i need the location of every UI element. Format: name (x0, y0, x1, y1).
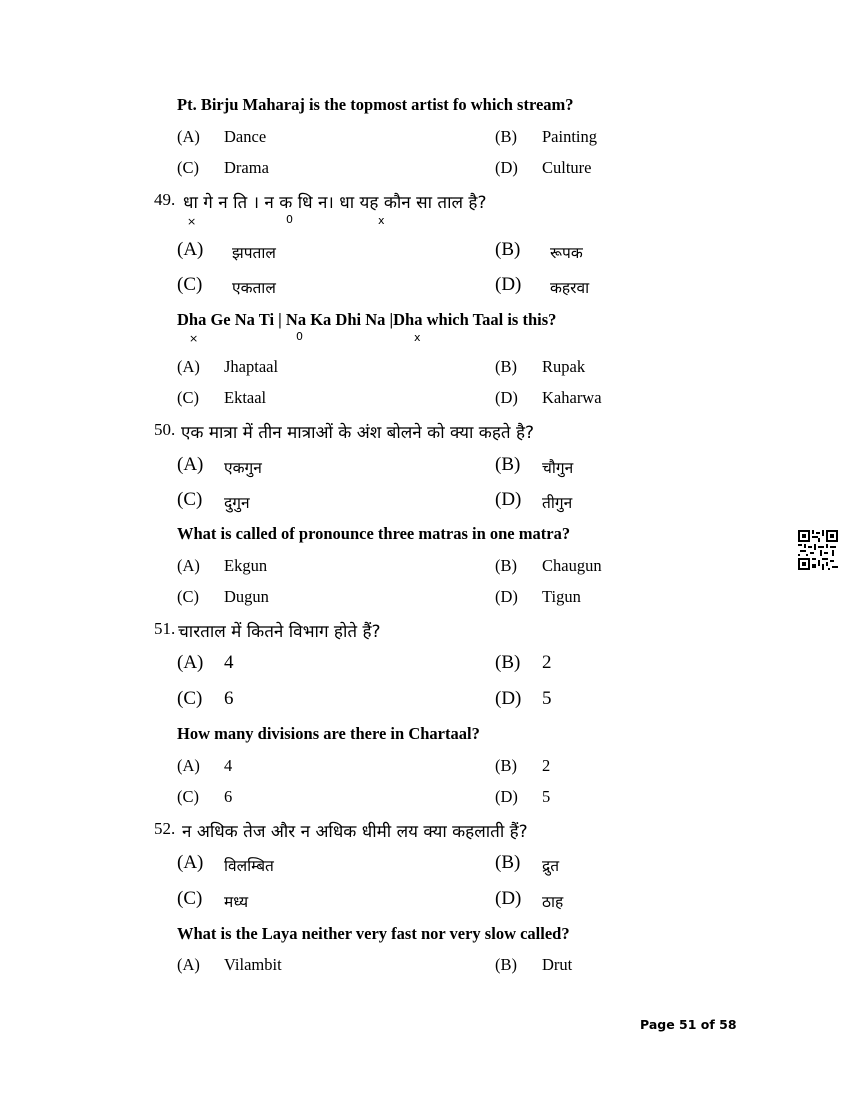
q51-en-opt-b-text: 2 (542, 756, 551, 775)
q51-hi-opt-b-text: 2 (542, 652, 552, 673)
q52-number: 52. (154, 819, 176, 838)
q50-en-opt-a-text: Ekgun (224, 556, 268, 575)
q51-hi-opt-a-label: (A) (177, 652, 204, 673)
q50-hi-opt-c-label: (C) (177, 489, 203, 510)
q49-mark-en-1: × (189, 332, 199, 345)
q49-mark-en-2: 0 (296, 330, 303, 343)
q49-mark-hi-2: 0 (286, 213, 293, 226)
q51-en-opt-b-label: (B) (495, 756, 517, 775)
q48-opt-b-text: Painting (542, 127, 598, 146)
q50-en-opt-b-text: Chaugun (542, 556, 602, 575)
q51-hi-opt-d-label: (D) (495, 688, 522, 709)
q51-question-en: How many divisions are there in Chartaal? (177, 724, 480, 743)
q48-opt-d-label: (D) (495, 158, 518, 177)
q51-en-opt-a-text: 4 (224, 756, 233, 775)
q51-en-opt-c-label: (C) (177, 787, 199, 806)
q51-en-opt-d-label: (D) (495, 787, 518, 806)
q49-hi-opt-a-label: (A) (177, 239, 204, 260)
q49-hi-opt-c-label: (C) (177, 274, 203, 295)
q52-hi-opt-a-label: (A) (177, 852, 204, 873)
q48-question-en: Pt. Birju Maharaj is the topmost artist fo which stream? (177, 95, 574, 114)
q49-hi-opt-b-label: (B) (495, 239, 521, 260)
q49-question-hi: धा गे न ति । न क धि न। धा यह कौन सा ताल है? (183, 193, 487, 213)
q51-number: 51. (154, 619, 176, 638)
q51-en-opt-c-text: 6 (224, 787, 233, 806)
q49-en-opt-a-label: (A) (177, 357, 200, 376)
q48-opt-a-label: (A) (177, 127, 200, 146)
q48-opt-c-text: Drama (224, 158, 269, 177)
q50-question-hi: एक मात्रा में तीन मात्राओं के अंश बोलने को क्या कहते है? (181, 423, 534, 443)
q52-hi-opt-d-text: ठाह (542, 893, 564, 911)
q50-hi-opt-a-text: एकगुन (224, 459, 262, 477)
q50-en-opt-a-label: (A) (177, 556, 200, 575)
q49-en-opt-d-text: Kaharwa (542, 388, 602, 407)
q49-en-opt-d-label: (D) (495, 388, 518, 407)
q49-hi-opt-c-text: एकताल (232, 279, 276, 297)
q49-hi-opt-b-text: रूपक (550, 244, 583, 262)
q51-hi-opt-c-label: (C) (177, 688, 203, 709)
q49-en-opt-b-text: Rupak (542, 357, 586, 376)
q51-question-hi: चारताल में कितने विभाग होते हैं? (178, 622, 381, 642)
q52-hi-opt-a-text: विलम्बित (224, 857, 274, 875)
q52-en-opt-a-text: Vilambit (224, 955, 282, 974)
q50-en-opt-d-label: (D) (495, 587, 518, 606)
q50-hi-opt-b-text: चौगुन (542, 459, 574, 477)
q52-hi-opt-b-text: द्रुत (542, 857, 560, 875)
q49-en-opt-c-text: Ektaal (224, 388, 267, 407)
q50-hi-opt-d-text: तीगुन (542, 494, 573, 512)
q51-hi-opt-a-text: 4 (224, 652, 234, 673)
q49-mark-en-3: x (414, 331, 421, 344)
qr-code-icon (798, 530, 838, 570)
q49-hi-opt-d-text: कहरवा (550, 279, 590, 297)
q49-mark-hi-3: x (378, 214, 385, 227)
q52-hi-opt-d-label: (D) (495, 888, 522, 909)
q49-en-opt-a-text: Jhaptaal (224, 357, 279, 376)
q52-question-en: What is the Laya neither very fast nor very slow called? (177, 924, 570, 943)
q52-hi-opt-c-label: (C) (177, 888, 203, 909)
q50-hi-opt-d-label: (D) (495, 489, 522, 510)
q50-hi-opt-a-label: (A) (177, 454, 204, 475)
q52-question-hi: न अधिक तेज और न अधिक धीमी लय क्या कहलाती हैं? (182, 822, 528, 842)
q50-en-opt-c-text: Dugun (224, 587, 269, 606)
qr-code-graphic (798, 530, 838, 570)
q48-opt-a-text: Dance (224, 127, 267, 146)
q50-hi-opt-b-label: (B) (495, 454, 521, 475)
q49-hi-opt-a-text: झपताल (232, 244, 276, 262)
q52-en-opt-b-text: Drut (542, 955, 573, 974)
q51-en-opt-a-label: (A) (177, 756, 200, 775)
q49-mark-hi-1: × (187, 215, 197, 228)
q49-en-opt-b-label: (B) (495, 357, 517, 376)
q49-number: 49. (154, 190, 176, 209)
q48-opt-b-label: (B) (495, 127, 517, 146)
q50-en-opt-c-label: (C) (177, 587, 199, 606)
q51-hi-opt-b-label: (B) (495, 652, 521, 673)
page-number: Page 51 of 58 (640, 1017, 737, 1032)
q48-opt-d-text: Culture (542, 158, 592, 177)
q50-hi-opt-c-text: दुगुन (224, 494, 250, 512)
q52-hi-opt-c-text: मध्य (224, 893, 249, 911)
q49-hi-opt-d-label: (D) (495, 274, 522, 295)
q50-en-opt-b-label: (B) (495, 556, 517, 575)
q50-en-opt-d-text: Tigun (542, 587, 581, 606)
q50-number: 50. (154, 420, 176, 439)
q51-hi-opt-c-text: 6 (224, 688, 234, 709)
q49-question-en: Dha Ge Na Ti | Na Ka Dhi Na |Dha which Taal is this? (177, 310, 557, 329)
q50-question-en: What is called of pronounce three matras in one matra? (177, 524, 571, 543)
q52-en-opt-b-label: (B) (495, 955, 517, 974)
q49-en-opt-c-label: (C) (177, 388, 199, 407)
q52-en-opt-a-label: (A) (177, 955, 200, 974)
q51-hi-opt-d-text: 5 (542, 688, 552, 709)
q52-hi-opt-b-label: (B) (495, 852, 521, 873)
q51-en-opt-d-text: 5 (542, 787, 551, 806)
q48-opt-c-label: (C) (177, 158, 199, 177)
